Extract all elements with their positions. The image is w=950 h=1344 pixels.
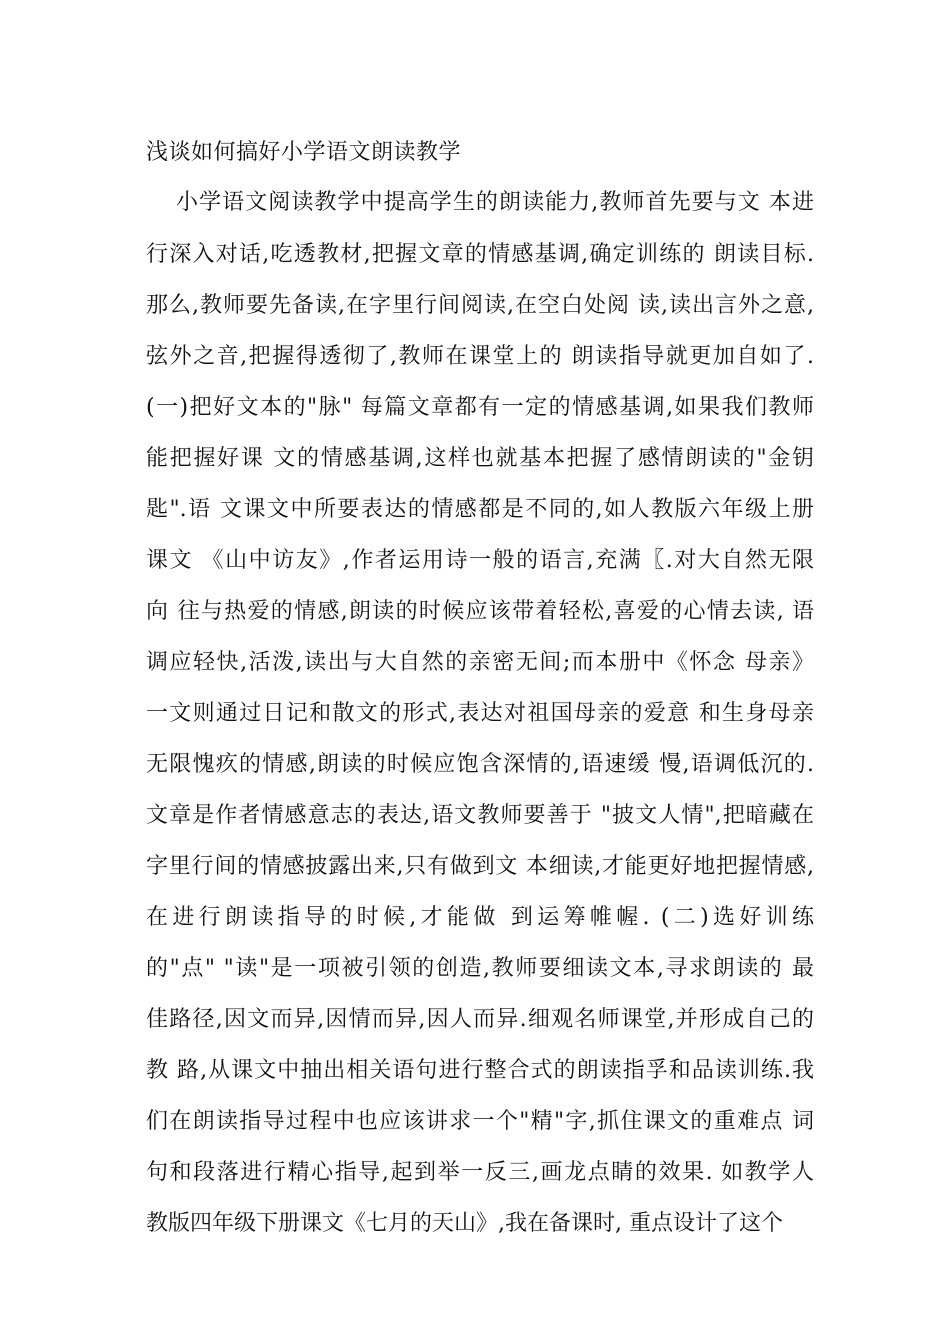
body-text-line: 教 路,从课文中抽出相关语句进行整合式的朗读指孚和品读训练.我 (146, 1058, 814, 1083)
body-text-line: (一)把好文本的"脉" 每篇文章都有一定的情感基调,如果我们教师 (146, 395, 814, 420)
body-text-line: 调应轻快,活泼,读出与大自然的亲密无间;而本册中《怀念 母亲》 (146, 650, 814, 675)
body-text-line: 行深入对话,吃透教材,把握文章的情感基调,确定训练的 朗读目标. (146, 242, 814, 267)
body-text-line: 的"点" "读"是一项被引领的创造,教师要细读文本,寻求朗读的 最 (146, 956, 814, 981)
body-text-line: 文章是作者情感意志的表达,语文教师要善于 "披文人情",把暗藏在 (146, 803, 814, 828)
body-text-line: 匙".语 文课文中所要表达的情感都是不同的,如人教版六年级上册 (146, 497, 814, 522)
body-text-line: 向 往与热爱的情感,朗读的时候应该带着轻松,喜爱的心情去读, 语 (146, 599, 814, 624)
document-title: 浅谈如何搞好小学语文朗读教学 (146, 140, 462, 165)
body-text-line: 弦外之音,把握得透彻了,教师在课堂上的 朗读指导就更加自如了. (146, 344, 814, 369)
body-text-line: 能把握好课 文的情感基调,这样也就基本把握了感情朗读的"金钥 (146, 446, 814, 471)
body-text-line: 教版四年级下册课文《七月的天山》,我在备课时, 重点设计了这个 (146, 1211, 783, 1236)
body-text-line: 课文 《山中访友》,作者运用诗一般的语言,充满〖.对大自然无限 (146, 548, 814, 573)
body-text-line: 们在朗读指导过程中也应该讲求一个"精"字,抓住课文的重难点 词 (146, 1109, 814, 1134)
body-text-line: 句和段落进行精心指导,起到举一反三,画龙点睛的效果. 如教学人 (146, 1160, 814, 1185)
body-text-line: 那么,教师要先备读,在字里行间阅读,在空白处阅 读,读出言外之意, (146, 293, 814, 318)
body-text-line: 无限愧疚的情感,朗读的时候应饱含深情的,语速缓 慢,语调低沉的. (146, 752, 814, 777)
body-text-line: 在进行朗读指导的时候,才能做 到运筹帷幄. (二)选好训练 (146, 905, 814, 930)
body-text-line: 小学语文阅读教学中提高学生的朗读能力,教师首先要与文 本进 (176, 190, 814, 215)
body-text-line: 佳路径,因文而异,因情而异,因人而异.细观名师课堂,并形成自己的 (146, 1007, 814, 1032)
body-text-line: 字里行间的情感披露出来,只有做到文 本细读,才能更好地把握情感, (146, 854, 814, 879)
body-text-line: 一文则通过日记和散文的形式,表达对祖国母亲的爱意 和生身母亲 (146, 701, 814, 726)
